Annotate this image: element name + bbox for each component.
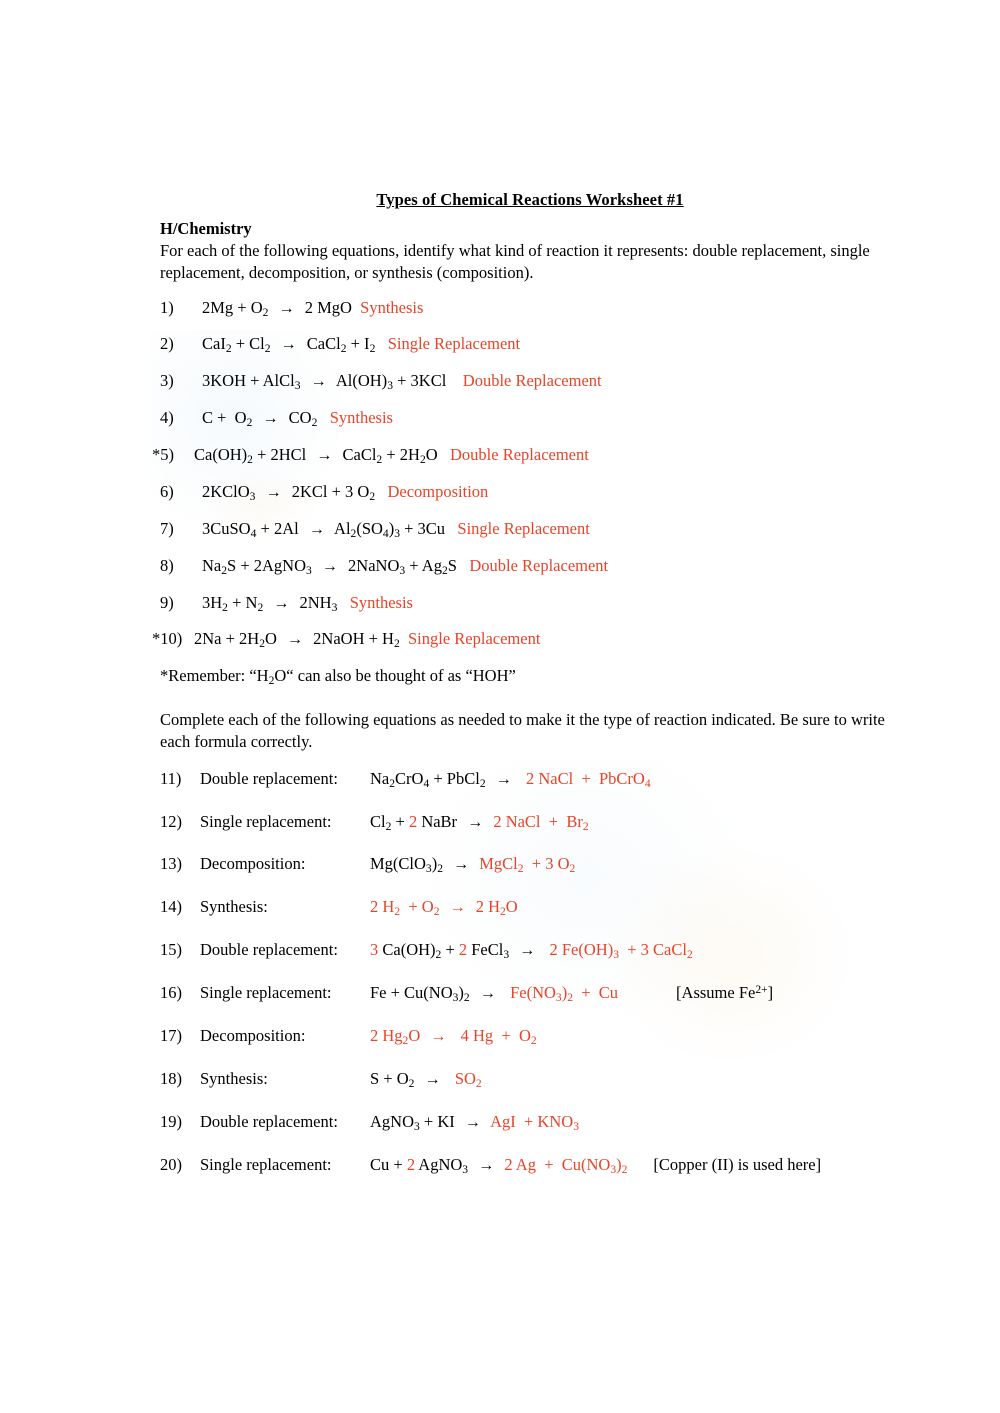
list-item: [160, 482, 900, 503]
item-number: 12): [160, 811, 182, 831]
answer-label: Synthesis: [329, 408, 393, 428]
answer-label: AgI + $KNO_3$: [490, 1111, 579, 1133]
answer-label: 2 $H_2 + O_2 \to 2$ $H_2O$: [370, 897, 518, 919]
answer-label: Single Replacement: [457, 518, 590, 538]
equation: [370, 897, 518, 918]
list-item: [160, 1112, 900, 1133]
item-number: 7): [160, 518, 174, 538]
answer-label: 2: [408, 811, 418, 831]
equation: 2KClO$_3$ → 2KCl + 3 $O_2$ Decomposition: [202, 481, 489, 503]
list-item: [160, 983, 900, 1004]
reaction-type: Synthesis:: [200, 1068, 268, 1088]
item-number: 18): [160, 1068, 182, 1088]
hint-note: [Assume $Fe^{2+}$]: [676, 983, 774, 1003]
reaction-type: Decomposition:: [200, 854, 306, 874]
item-number: *10): [152, 629, 183, 649]
equation: 3KOH + AlCl$_3$ → $Al(OH)_3 + 3KCl$ Double Replacement: [202, 371, 602, 393]
item-number: 16): [160, 983, 182, 1003]
reaction-type: Double replacement:: [200, 940, 338, 960]
instructions-part-2: Complete each of the following equations as needed to make it the type of reaction indicated. Be sure to write each formula correctly.: [160, 710, 885, 751]
reaction-type: Single replacement:: [200, 1154, 332, 1174]
list-item: [160, 519, 900, 540]
list-item: [152, 445, 900, 466]
answer-label: 2 $Fe(OH)_3 + 3$ CaCl$_2$: [549, 940, 693, 962]
reaction-type: Decomposition:: [200, 1025, 306, 1045]
hint-note: [Copper (II) is used here]: [653, 1154, 822, 1174]
equation: $S + O_2 \to SO_2$: [370, 1068, 482, 1090]
instructions-part-1: For each of the following equations, identify what kind of reaction it represents: double replacement, single replacement, decomposition, or synthesis (composition).: [160, 241, 870, 282]
equation: AgNO$_3$ + KI → AgI + $KNO_3$: [370, 1111, 579, 1133]
answer-label: Double Replacement: [462, 371, 602, 391]
equation: $Mg(ClO_3)_2$ → MgCl$_2$ + 3 $O_2$: [370, 854, 576, 876]
list-item: [160, 1069, 900, 1090]
item-number: 3): [160, 371, 174, 391]
answer-label: $SO_2$: [454, 1068, 482, 1090]
answer-label: $Fe(NO_3)_2 + Cu$: [510, 983, 619, 1004]
answer-label: 2: [406, 1154, 416, 1174]
reaction-type: Single replacement:: [200, 983, 332, 1003]
equation: $C + O_2 \to CO_2$ Synthesis: [202, 408, 393, 430]
list-item: [160, 298, 900, 319]
answer-label: Single Replacement: [387, 334, 521, 354]
list-item: [160, 556, 900, 577]
reaction-type: Single replacement:: [200, 811, 332, 831]
equation: $2Mg + O_2 \to 2$ MgO Synthesis: [202, 297, 424, 319]
item-number: 2): [160, 334, 174, 354]
reaction-type: Synthesis:: [200, 897, 268, 917]
answer-label: 2 NaCl + $Br_2$: [493, 811, 589, 833]
item-number: 4): [160, 408, 174, 428]
equation: $Na_2S$ + 2AgNO$_3$ → 2NaNO$_3$ + $Ag_2S$ Double Replacement: [202, 555, 609, 577]
equation: $2Na + 2H_2O$ → 2NaOH + $H_2$ Single Replacement: [194, 629, 541, 651]
item-number: *5): [152, 445, 174, 465]
equation: $CaI_2 + Cl_2$ → CaCl$_2$ + $I_2$ Single Replacement: [202, 334, 521, 356]
answer-label: MgCl$_2$ + 3 $O_2$: [479, 854, 576, 876]
equation: $3H_2 + N_2 \to 2NH_3$ Synthesis: [202, 592, 413, 614]
list-item: [152, 629, 900, 651]
equation: $Ca(OH)_2 + 2HCl$ → CaCl$_2$ + $2H_2O$ Double Replacement: [194, 445, 589, 466]
equation: Cu + 2 AgNO$_3$ → 2 $Ag + Cu(NO_3)_2$ [Copper (II) is used here]: [370, 1154, 822, 1176]
answer-label: 2 NaCl + PbCrO$_4$: [525, 768, 651, 790]
list-item: [160, 408, 900, 429]
answer-label: 3: [370, 940, 379, 960]
page-title: Types of Chemical Reactions Worksheet #1: [376, 190, 684, 209]
item-number: 15): [160, 940, 182, 960]
list-item: [160, 593, 900, 614]
list-item: [160, 812, 900, 833]
item-number: 13): [160, 854, 182, 874]
item-number: 17): [160, 1025, 182, 1045]
reaction-type: Double replacement:: [200, 768, 338, 788]
equation: 3 $Ca(OH)_2 + 2$ FeCl$_3$ → 2 $Fe(OH)_3 + 3$ CaCl$_2$: [370, 940, 693, 962]
list-item: [160, 897, 900, 918]
item-number: 8): [160, 555, 174, 575]
answer-label: Synthesis: [349, 592, 413, 612]
item-number: 14): [160, 897, 182, 917]
list-item: [160, 854, 900, 875]
equation: $Fe + Cu(NO_3)_2 \to Fe(NO_3)_2 + Cu$ [Assume $Fe^{2+}$]: [370, 983, 774, 1004]
reaction-type: Double replacement:: [200, 1111, 338, 1131]
answer-label: Decomposition: [387, 481, 489, 501]
answer-label: 2 $Ag + Cu(NO_3)_2$: [504, 1154, 628, 1176]
answer-label: 2 $Hg_2O \to 4$ $Hg + O_2$: [370, 1025, 537, 1047]
equation: $Cl_2 + 2$ NaBr → 2 NaCl + $Br_2$: [370, 811, 589, 833]
list-item: [160, 769, 900, 790]
part-2-list: [160, 769, 900, 1176]
equation: 3CuSO$_4$ + $2Al \to Al_2(SO_4)_3 + 3Cu$ Single Replacement: [202, 518, 590, 540]
equation: [370, 1026, 537, 1047]
answer-label: Double Replacement: [469, 555, 609, 575]
answer-label: Synthesis: [360, 297, 424, 317]
answer-label: Double Replacement: [450, 445, 589, 465]
item-number: 1): [160, 297, 174, 317]
remember-note: *Remember: “$H_2O“$ can also be thought of as “HOH”: [160, 666, 516, 688]
item-number: 19): [160, 1111, 182, 1131]
part-1-list: [152, 297, 900, 651]
course-label: H/Chemistry: [160, 219, 252, 238]
list-item: [160, 940, 900, 961]
list-item: [160, 1026, 900, 1047]
equation: $Na_2CrO_4$ + PbCl$_2$ → 2 NaCl + PbCrO$_4$: [370, 768, 651, 790]
list-item: [160, 1155, 900, 1176]
document-content: [152, 190, 900, 1197]
item-number: 20): [160, 1154, 182, 1174]
item-number: 11): [160, 768, 182, 788]
list-item: [160, 334, 900, 355]
list-item: [160, 371, 900, 392]
answer-label: Single Replacement: [408, 629, 541, 649]
item-number: 9): [160, 592, 174, 612]
item-number: 6): [160, 481, 174, 501]
